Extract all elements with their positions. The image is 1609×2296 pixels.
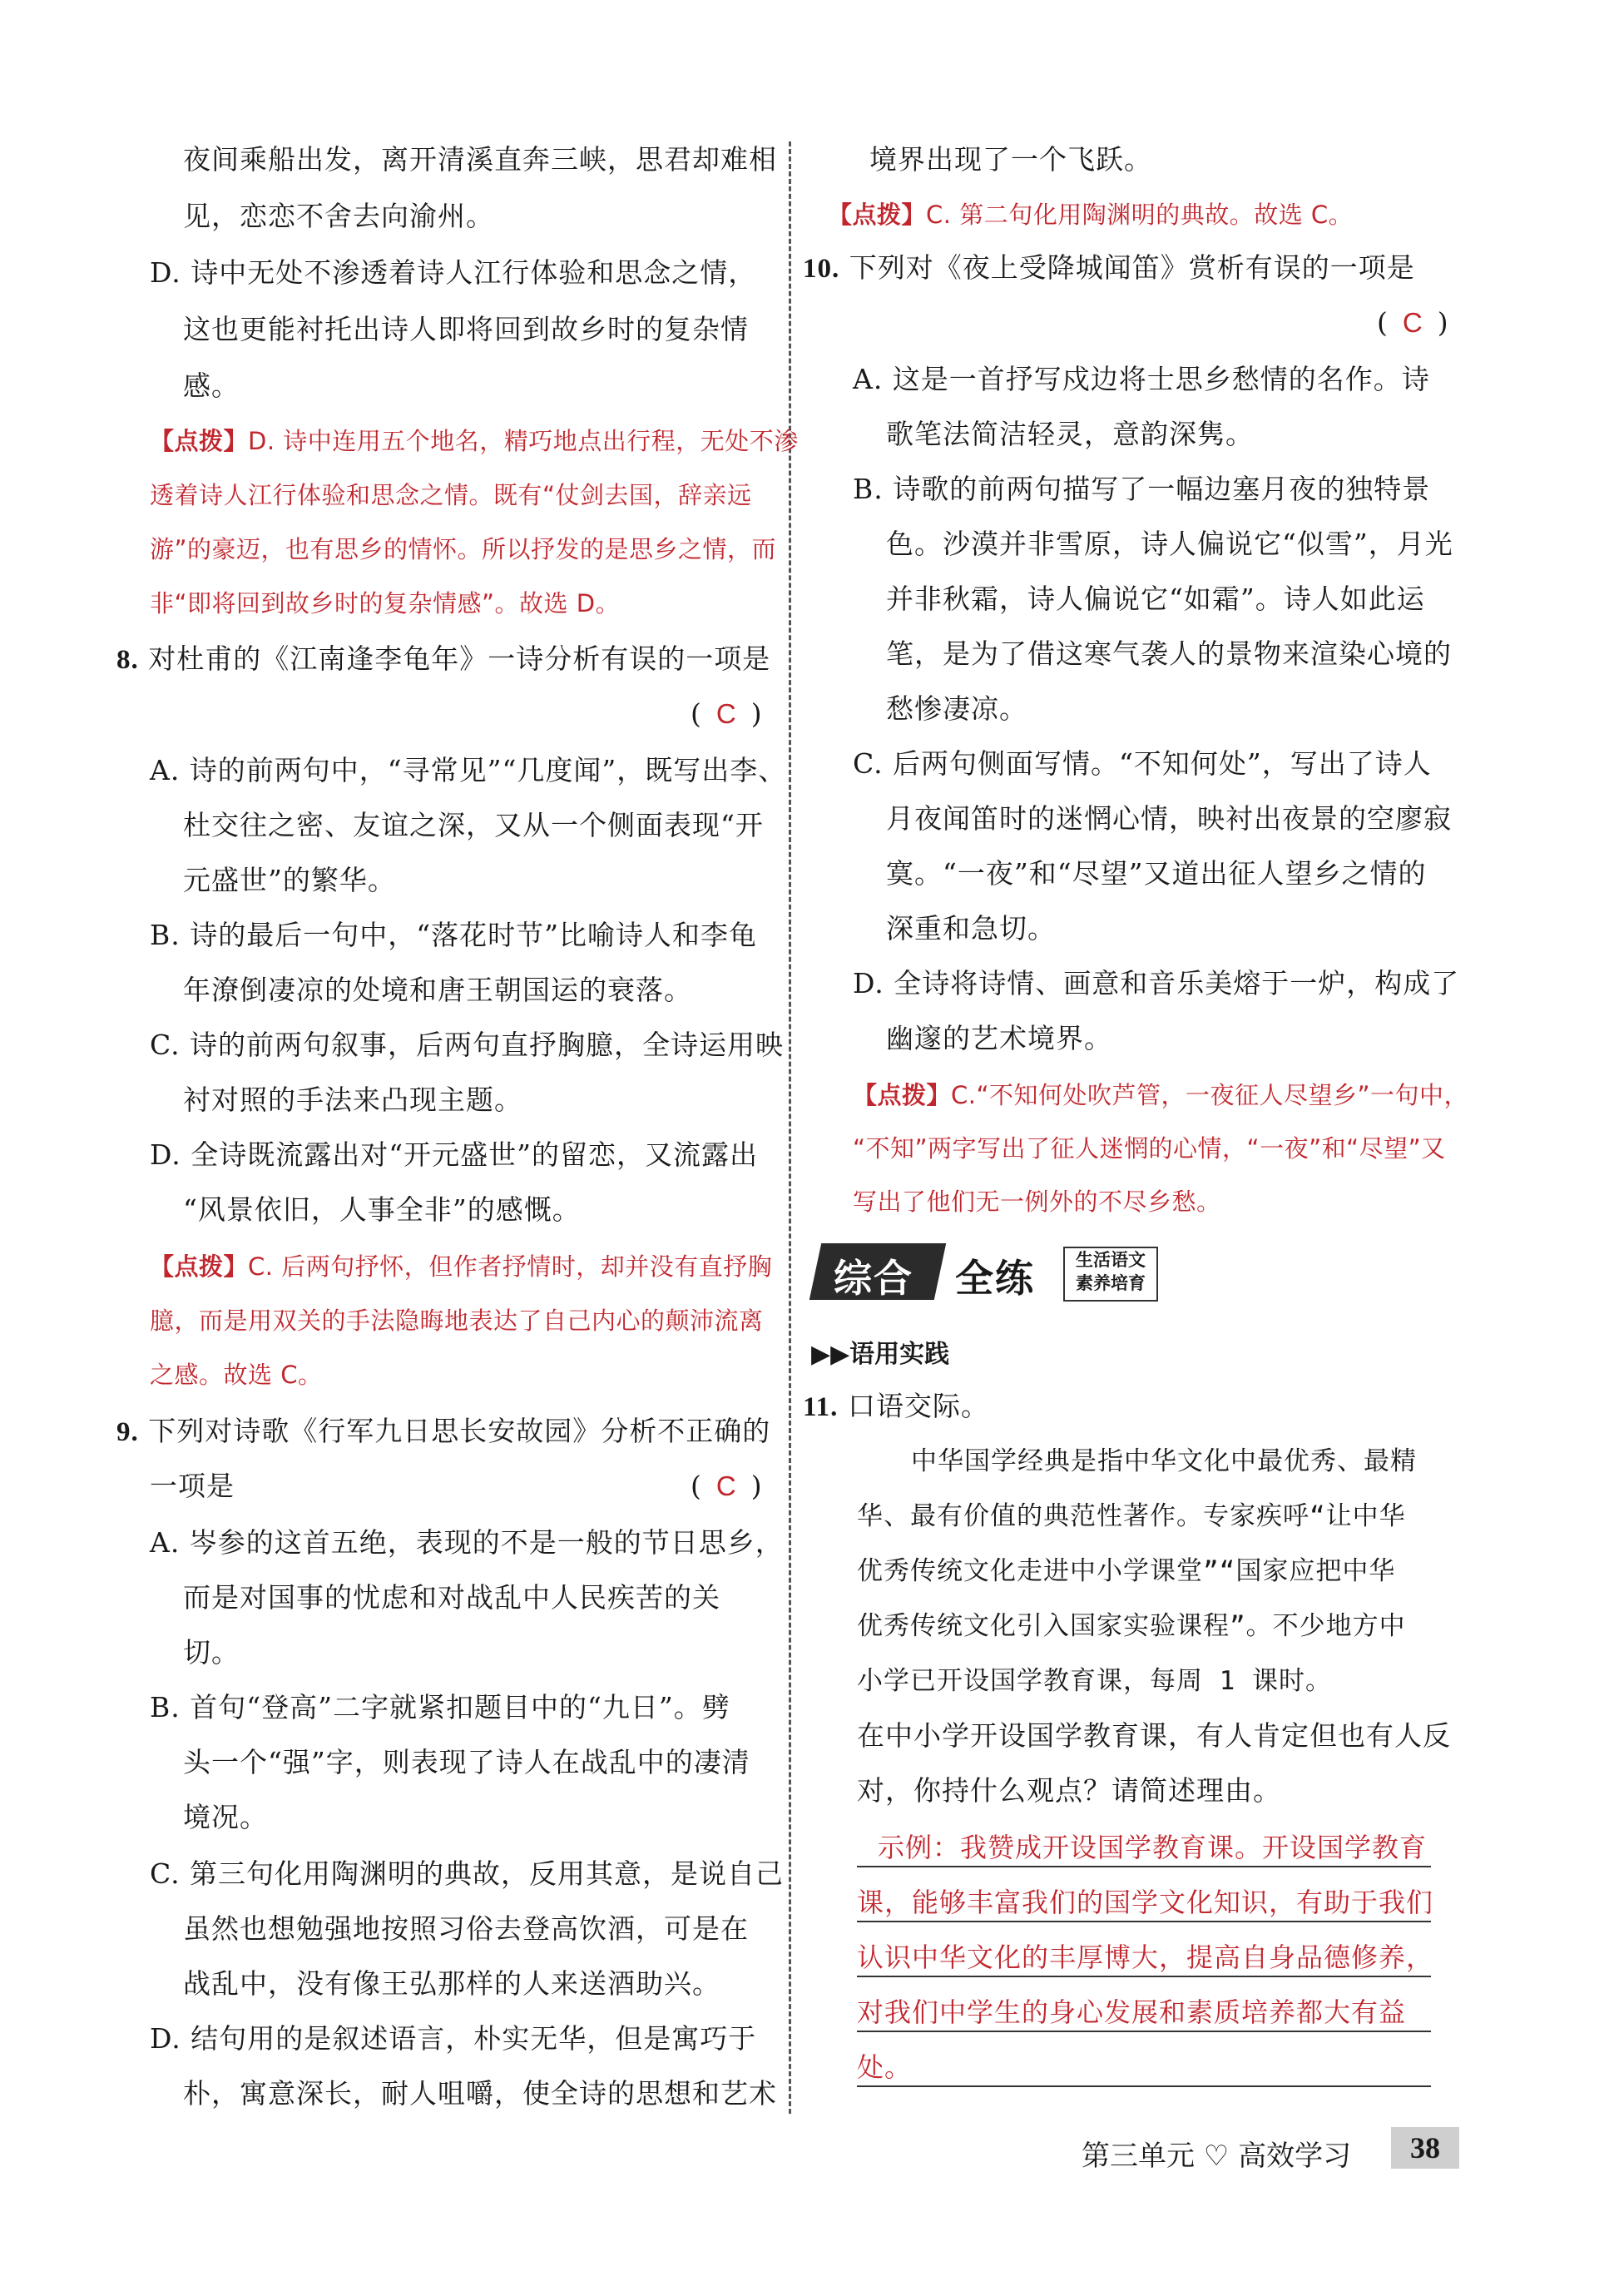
q10-option: A. 这是一首抒写戍边将士思乡愁情的名作。诗 [853, 363, 1430, 395]
q10-answer-letter: C [1402, 307, 1423, 338]
q11-passage-line: 优秀传统文化走进中小学课堂”“国家应把中华 [857, 1556, 1396, 1586]
q11-passage-line: 优秀传统文化引入国家实验课程”。不少地方中 [857, 1611, 1406, 1641]
hint-tag: 【点拨】 [150, 1252, 249, 1281]
hint-text: C. 第二句化用陶渊明的典故。故选 C。 [926, 201, 1354, 229]
q10-hint [853, 1077, 1468, 1113]
q11-stem-text: 口语交际。 [847, 1390, 989, 1422]
q10-option: D. 全诗将诗情、画意和音乐美熔于一炉，构成了 [853, 967, 1460, 999]
q8-option: A. 诗的前两句中，“寻常见”“几度闻”，既写出李、 [150, 754, 787, 786]
q9-option-line: 境况。 [183, 1801, 268, 1833]
q11-answer-line: 对我们中学生的身心发展和素质培养都大有益 [857, 1994, 1431, 2032]
q11-answer-line: 示例：我赞成开设国学教育课。开设国学教育 [857, 1829, 1431, 1867]
q11-passage-line: 小学已开设国学教育课，每周 1 课时。 [857, 1666, 1332, 1696]
q7-hint-line: 透着诗人江行体验和思念之情。既有“仗剑去国，辞亲远 [150, 481, 752, 509]
q9-option: A. 岑参的这首五绝，表现的不是一般的节日思乡， [150, 1526, 784, 1559]
q7-option-d: D. 诗中无处不渗透着诗人江行体验和思念之情， [150, 256, 757, 289]
q10-option-line: 愁惨凄凉。 [886, 692, 1027, 725]
q10-option-line: 色。沙漠并非雪原，诗人偏说它“似雪”，月光 [886, 528, 1453, 560]
q11-question-line: 对，你持什么观点？请简述理由。 [857, 1774, 1281, 1807]
section-banner [815, 1240, 1165, 1307]
q11-number: 11. [803, 1392, 839, 1422]
q7-hint [150, 423, 799, 459]
q10-hint-line: 写出了他们无一例外的不尽乡愁。 [853, 1188, 1221, 1216]
q8-hint-line: 之感。故选 C。 [150, 1361, 323, 1389]
q11-answer-line: 认识中华文化的丰厚博大，提高自身品德修养， [857, 1939, 1431, 1977]
q8-number: 8. [116, 645, 139, 675]
q9-stem-line: 一项是 [150, 1470, 235, 1502]
q9-option-line: 虽然也想勉强地按照习俗去登高饮酒，可是在 [183, 1912, 749, 1945]
q11-passage-line: 华、最有价值的典范性著作。专家疾呼“让中华 [857, 1501, 1406, 1531]
q9-answer-letter: C [715, 1470, 736, 1501]
q8-option: B. 诗的最后一句中，“落花时节”比喻诗人和李龟 [150, 919, 757, 951]
q7-line: 夜间乘船出发，离开清溪直奔三峡，思君却难相 [183, 143, 777, 176]
q11-answer-line: 处。 [857, 2049, 1431, 2087]
q7-line: 见，恋恋不舍去向渝州。 [183, 200, 494, 232]
banner-subtitle-box [1063, 1247, 1158, 1302]
footer-unit-label: 第三单元 ♡ 高效学习 [1082, 2140, 1352, 2173]
q8-option-line: 衬对照的手法来凸现主题。 [183, 1084, 522, 1116]
q9-option: D. 结句用的是叙述语言，朴实无华，但是寓巧于 [150, 2022, 757, 2055]
q7-line: 感。 [183, 369, 240, 402]
page-number: 38 [1391, 2127, 1459, 2169]
q10-option-line: 歌笔法简洁轻灵，意韵深隽。 [886, 418, 1254, 450]
q7-hint-line: 游”的豪迈，也有思乡的情怀。所以抒发的是思乡之情，而 [150, 535, 777, 563]
q10-option: B. 诗歌的前两句描写了一幅边塞月夜的独特景 [853, 473, 1431, 505]
q10-option: C. 后两句侧面写情。“不知何处”，写出了诗人 [853, 747, 1432, 780]
section-subheading: ▶▶语用实践 [811, 1340, 950, 1369]
q10-hint-line: “不知”两字写出了征人迷惘的心情，“一夜”和“尽望”又 [853, 1134, 1446, 1163]
q7-line: 这也更能衬托出诗人即将回到故乡时的复杂情 [183, 313, 749, 345]
q8-option: C. 诗的前两句叙事，后两句直抒胸臆，全诗运用映 [150, 1029, 785, 1061]
q8-option-line: 杜交往之密、友谊之深，又从一个侧面表现“开 [183, 809, 764, 841]
q8-answer-letter: C [715, 698, 736, 729]
hint-tag: 【点拨】 [150, 427, 249, 455]
q10-option-line: 笔，是为了借这寒气袭人的景物来渲染心境的 [886, 637, 1452, 670]
hint-tag: 【点拨】 [853, 1081, 952, 1109]
banner-subtitle-line: 生活语文 [1076, 1250, 1146, 1270]
q8-stem [116, 641, 770, 678]
q11-question-line: 在中小学开设国学教育课，有人肯定但也有人反 [857, 1719, 1451, 1752]
q10-option-line: 并非秋霜，诗人偏说它“如霜”。诗人如此运 [886, 583, 1425, 615]
hint-tag: 【点拨】 [828, 201, 927, 229]
q10-answer: ( C ) [1377, 306, 1448, 339]
q8-answer: ( C ) [691, 697, 762, 730]
q8-option-line: 元盛世”的繁华。 [183, 864, 396, 896]
q9-option-line: 朴，寓意深长，耐人咀嚼，使全诗的思想和艺术 [183, 2077, 777, 2110]
q9-option-line: 而是对国事的忧虑和对战乱中人民疾苦的关 [183, 1581, 720, 1614]
q9-option-line: 切。 [183, 1636, 240, 1669]
q8-option-line: 年潦倒凄凉的处境和唐王朝国运的衰落。 [183, 974, 692, 1006]
q9-option-line: 战乱中，没有像王弘那样的人来送酒助兴。 [183, 1967, 720, 2000]
q10-number: 10. [803, 254, 840, 284]
q8-hint-line: 臆，而是用双关的手法隐晦地表达了自己内心的颠沛流离 [150, 1307, 764, 1335]
q9-option: C. 第三句化用陶渊明的典故，反用其意，是说自己 [150, 1857, 785, 1890]
q10-stem [803, 250, 1415, 287]
q9-stem [116, 1413, 770, 1450]
banner-title-part2: 全练 [955, 1256, 1035, 1301]
q11-passage-line: 中华国学经典是指中华文化中最优秀、最精 [911, 1446, 1417, 1476]
q8-option: D. 全诗既流露出对“开元盛世”的留恋，又流露出 [150, 1138, 759, 1171]
hint-text: D. 诗中连用五个地名，精巧地点出行程，无处不渗 [248, 427, 799, 455]
q9-number: 9. [116, 1417, 139, 1447]
q10-option-line: 寞。“一夜”和“尽望”又道出征人望乡之情的 [886, 857, 1427, 890]
q7-hint-line: 非“即将回到故乡时的复杂情感”。故选 D。 [150, 589, 621, 617]
hint-text: C.“不知何处吹芦管，一夜征人尽望乡”一句中， [951, 1081, 1469, 1109]
q10-option-line: 幽邃的艺术境界。 [886, 1022, 1112, 1054]
q11-stem [803, 1388, 989, 1426]
q10-option-line: 月夜闻笛时的迷惘心情，映衬出夜景的空廖寂 [886, 802, 1452, 835]
q9-answer: ( C ) [691, 1470, 762, 1502]
hint-text: C. 后两句抒怀，但作者抒情时，却并没有直抒胸 [248, 1252, 773, 1281]
q9-hint [828, 196, 1353, 233]
banner-title-part1: 综合 [834, 1256, 913, 1301]
q9-option-line: 头一个“强”字，则表现了诗人在战乱中的凄清 [183, 1746, 750, 1778]
q9-stem-text: 下列对诗歌《行军九日思长安故园》分析不正确的 [148, 1415, 771, 1447]
q10-option-line: 深重和急切。 [886, 912, 1056, 945]
q8-option-line: “风景依旧，人事全非”的感慨。 [183, 1193, 581, 1226]
q8-stem-text: 对杜甫的《江南逢李龟年》一诗分析有误的一项是 [148, 642, 771, 675]
q9-cont: 境界出现了一个飞跃。 [869, 143, 1152, 176]
banner-subtitle-line: 素养培育 [1076, 1273, 1146, 1293]
q11-answer-line: 课，能够丰富我们的国学文化知识，有助于我们 [857, 1884, 1431, 1922]
q8-hint [150, 1248, 772, 1285]
q10-stem-text: 下列对《夜上受降城闻笛》赏析有误的一项是 [849, 251, 1415, 284]
q9-option: B. 首句“登高”二字就紧扣题目中的“九日”。劈 [150, 1691, 730, 1723]
